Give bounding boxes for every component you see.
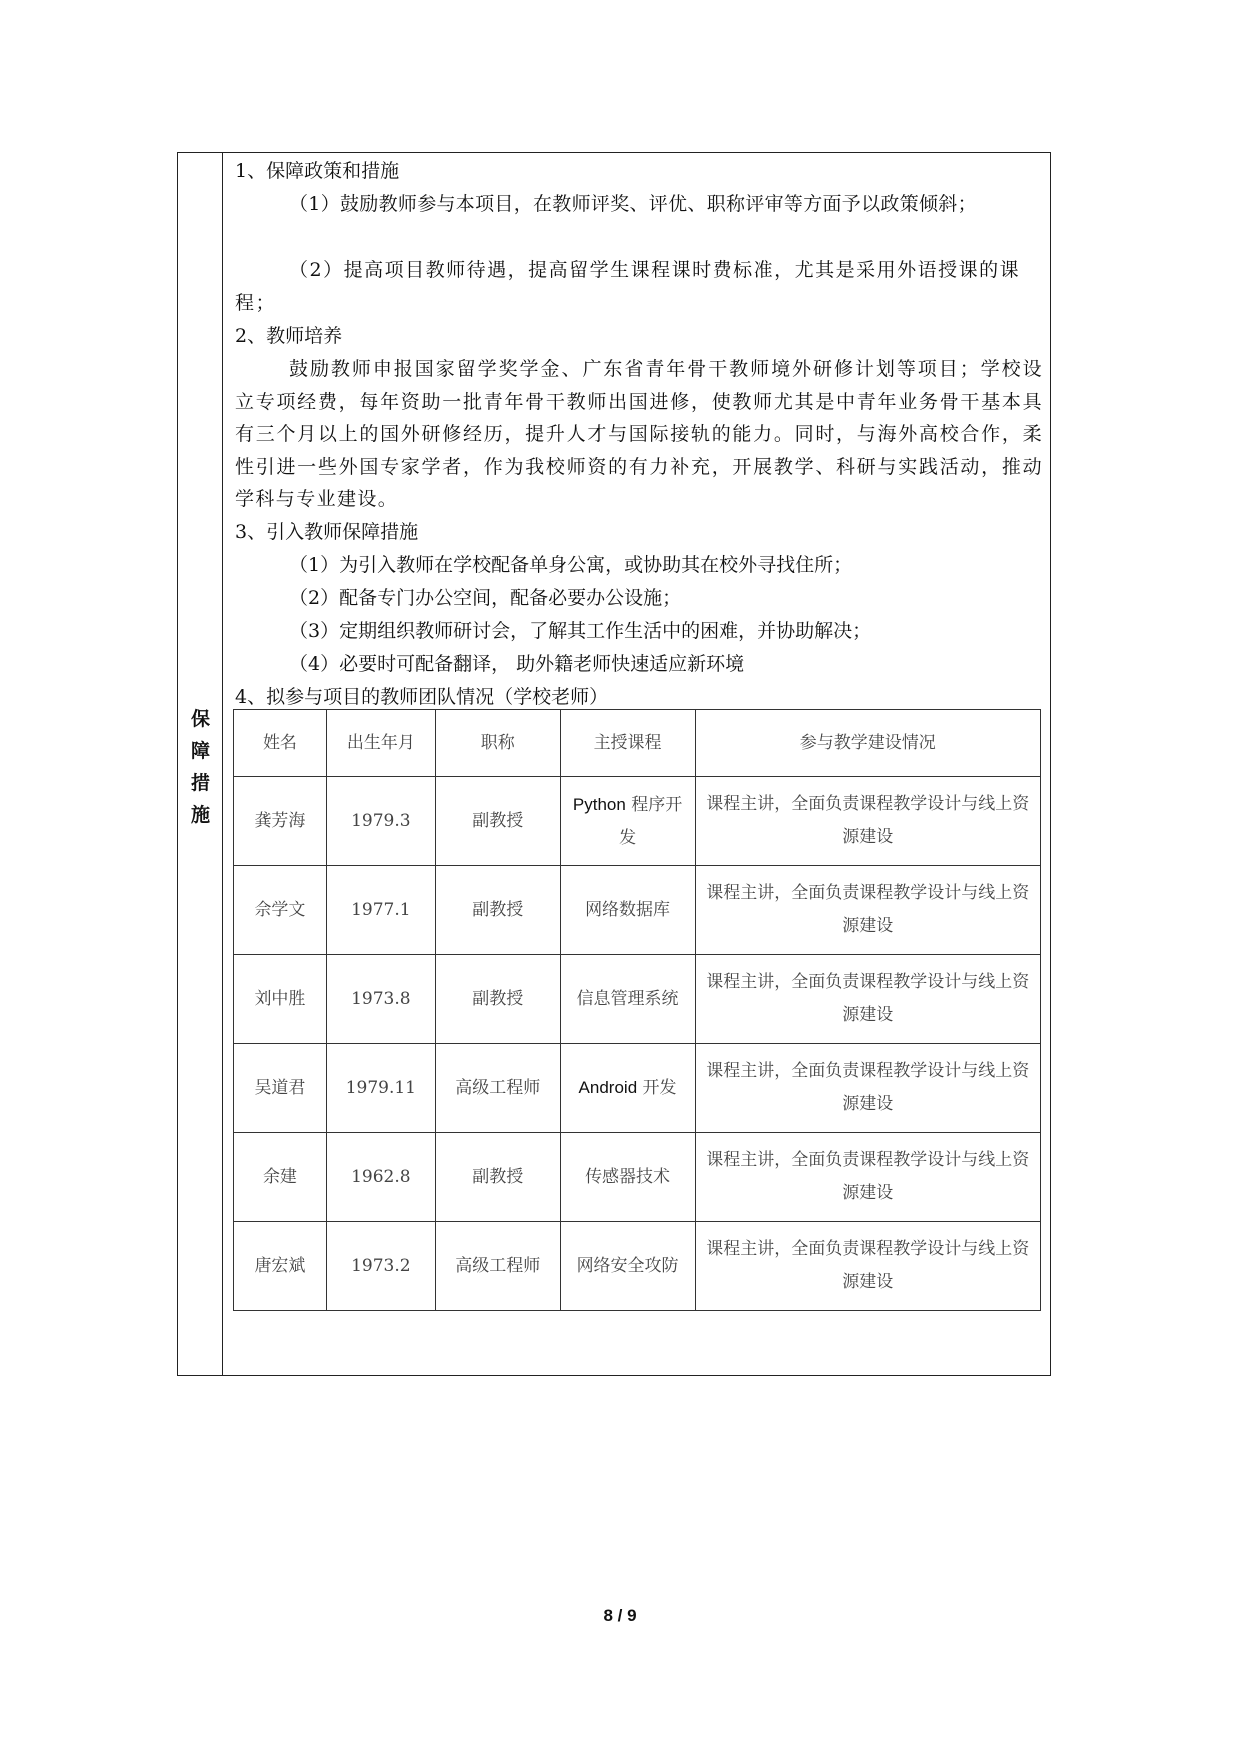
course-text: 程序开发 — [619, 794, 683, 848]
section-3-item: （1）为引入教师在学校配备单身公寓，或协助其在校外寻找住所； — [289, 553, 853, 576]
cell-role: 课程主讲，全面负责课程教学设计与线上资源建设 — [695, 955, 1041, 1044]
section-1-item-1: （1）鼓励教师参与本项目，在教师评奖、评优、职称评审等方面予以政策倾斜； — [289, 193, 977, 215]
cell-birth: 1979.11 — [326, 1044, 435, 1133]
cell-title: 副教授 — [435, 866, 560, 955]
cell-role: 课程主讲，全面负责课程教学设计与线上资源建设 — [695, 1044, 1041, 1133]
section-2-body: 鼓励教师申报国家留学奖学金、广东省青年骨干教师境外研修计划等项目；学校设立专项经费，每年资助一批青年骨干教师出国进修，使教师尤其是中青年业务骨干基本具有三个月以上的国外研修经历，提升人才与国际接轨的能力。同时，与海外高校合作，柔性引进一些外国专家学者，作为我校师资的有力补充，开展教学、科研与实践活动，推动学科与专业建设。 — [235, 358, 1043, 510]
table-row — [234, 955, 1041, 1044]
side-label-column — [178, 153, 223, 1375]
course-text: 网络数据库 — [585, 900, 671, 920]
section-4-title: 4、拟参与项目的教师团队情况（学校老师） — [235, 685, 609, 708]
cell-course — [560, 955, 695, 1044]
header-course: 主授课程 — [560, 710, 695, 777]
cell-title: 高级工程师 — [435, 1044, 560, 1133]
cell-role: 课程主讲，全面负责课程教学设计与线上资源建设 — [695, 777, 1041, 866]
cell-name: 佘学文 — [234, 866, 327, 955]
cell-role: 课程主讲，全面负责课程教学设计与线上资源建设 — [695, 1222, 1041, 1311]
cell-title: 副教授 — [435, 1133, 560, 1222]
cell-birth: 1973.2 — [326, 1222, 435, 1311]
section-3-item: （3）定期组织教师研讨会，了解其工作生活中的困难，并协助解决； — [289, 619, 872, 642]
header-title: 职称 — [435, 710, 560, 777]
cell-birth: 1977.1 — [326, 866, 435, 955]
cell-course — [560, 1133, 695, 1222]
table-header-row — [234, 710, 1041, 777]
table-row — [234, 1222, 1041, 1311]
section-3-item: （2）配备专门办公空间，配备必要办公设施； — [289, 586, 682, 609]
cell-name: 余建 — [234, 1133, 327, 1222]
table-row — [234, 1133, 1041, 1222]
page-number: 8 / 9 — [603, 1606, 637, 1625]
cell-course — [560, 777, 695, 866]
cell-name: 吴道君 — [234, 1044, 327, 1133]
side-label-char: 措 — [190, 772, 210, 794]
course-text: 开发 — [637, 1078, 677, 1098]
section-3-title: 3、引入教师保障措施 — [235, 520, 419, 543]
cell-birth: 1979.3 — [326, 777, 435, 866]
cell-name: 刘中胜 — [234, 955, 327, 1044]
cell-title: 副教授 — [435, 777, 560, 866]
cell-title: 高级工程师 — [435, 1222, 560, 1311]
table-row — [234, 866, 1041, 955]
table-row — [234, 1044, 1041, 1133]
side-label-char: 障 — [190, 740, 210, 762]
measures-content — [235, 155, 1043, 714]
course-text: 信息管理系统 — [576, 989, 679, 1009]
cell-birth: 1973.8 — [326, 955, 435, 1044]
cell-name: 龚芳海 — [234, 777, 327, 866]
course-latin: Python — [572, 794, 626, 814]
section-2-title: 2、教师培养 — [235, 325, 343, 347]
side-label-char: 施 — [190, 804, 210, 826]
header-birth: 出生年月 — [326, 710, 435, 777]
header-name: 姓名 — [234, 710, 327, 777]
course-text: 网络安全攻防 — [576, 1256, 679, 1276]
section-3-item: （4）必要时可配备翻译， 助外籍老师快速适应新环境 — [289, 652, 745, 675]
course-text: 传感器技术 — [585, 1167, 671, 1187]
section-1-item-2: （2）提高项目教师待遇，提高留学生课程课时费标准，尤其是采用外语授课的课程； — [235, 259, 1021, 314]
header-role: 参与教学建设情况 — [695, 710, 1041, 777]
side-label-char: 保 — [190, 708, 210, 730]
cell-birth: 1962.8 — [326, 1133, 435, 1222]
cell-name: 唐宏斌 — [234, 1222, 327, 1311]
course-latin: Android — [578, 1078, 638, 1097]
cell-role: 课程主讲，全面负责课程教学设计与线上资源建设 — [695, 866, 1041, 955]
table-row — [234, 777, 1041, 866]
teacher-team-table — [233, 709, 1041, 1311]
cell-course — [560, 866, 695, 955]
section-1-title: 1、保障政策和措施 — [235, 160, 400, 182]
cell-course — [560, 1044, 695, 1133]
cell-course — [560, 1222, 695, 1311]
side-label — [178, 703, 223, 831]
cell-role: 课程主讲，全面负责课程教学设计与线上资源建设 — [695, 1133, 1041, 1222]
cell-title: 副教授 — [435, 955, 560, 1044]
